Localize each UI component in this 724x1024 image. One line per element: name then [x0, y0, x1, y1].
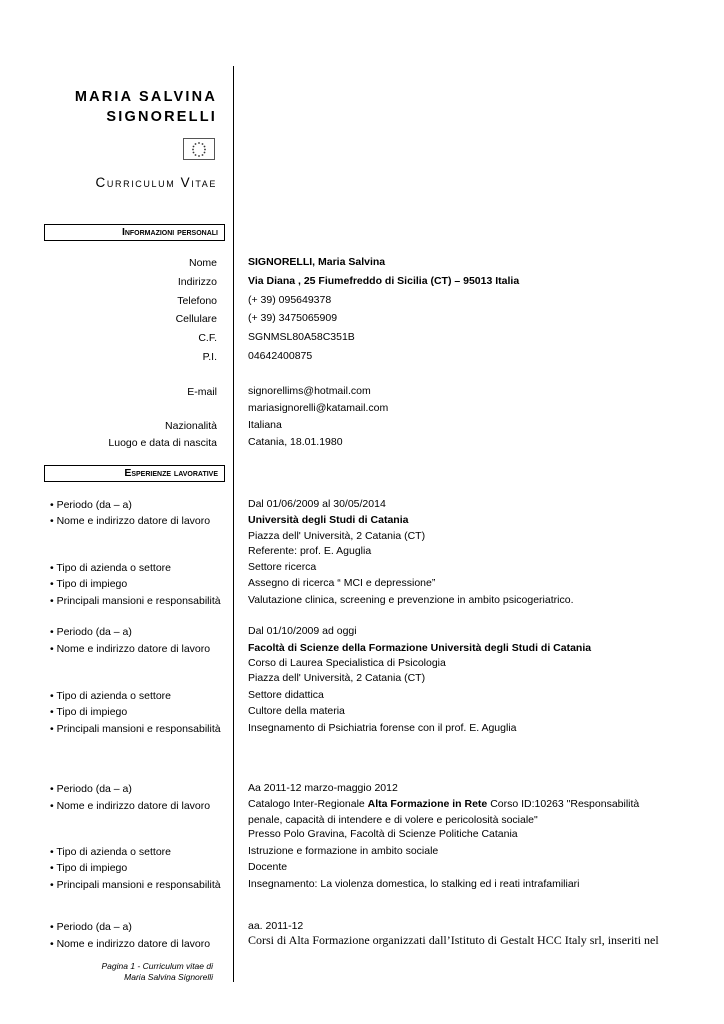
label-pi: P.I.	[202, 351, 217, 363]
job2-label-datore: • Nome e indirizzo datore di lavoro	[50, 643, 211, 655]
value-nome: SIGNORELLI, Maria Salvina	[248, 256, 386, 268]
job3-label-mansioni: • Principali mansioni e responsabilità	[50, 879, 221, 891]
job2-label-tipo-azienda: • Tipo di azienda o settore	[50, 690, 172, 702]
cv-title: Curriculum Vitae	[95, 175, 217, 190]
job4-datore: Corsi di Alta Formazione organizzati dall’Istituto di Gestalt HCC Italy srl, inseriti nel	[248, 933, 659, 947]
job1-label-mansioni: • Principali mansioni e responsabilità	[50, 595, 221, 607]
job4-label-datore: • Nome e indirizzo datore di lavoro	[50, 938, 211, 950]
label-indirizzo: Indirizzo	[177, 276, 217, 288]
job3-datore-post: Corso ID:10263 "Responsabilità penale, capacità di intendere e di volere e pericolosità sociale"	[248, 798, 640, 826]
section-header-personal: Informazioni personali	[44, 224, 225, 241]
job1-datore: Università degli Studi di Catania	[248, 514, 409, 526]
label-email: E-mail	[187, 386, 217, 398]
job1-tipo-azienda: Settore ricerca	[248, 561, 317, 573]
job3-label-periodo: • Periodo (da – a)	[50, 783, 132, 795]
job1-label-tipo-azienda: • Tipo di azienda o settore	[50, 562, 172, 574]
job3-datore-bold: Alta Formazione in Rete	[367, 798, 488, 810]
job1-label-periodo: • Periodo (da – a)	[50, 499, 132, 511]
job1-periodo: Dal 01/06/2009 al 30/05/2014	[248, 498, 386, 510]
name-line-2: SIGNORELLI	[106, 109, 217, 125]
vertical-divider	[233, 66, 234, 982]
name-line-1: MARIA SALVINA	[74, 89, 217, 105]
value-email-1: signorellims@hotmail.com	[248, 385, 371, 397]
value-indirizzo: Via Diana , 25 Fiumefreddo di Sicilia (CT) – 95013 Italia	[248, 275, 520, 287]
label-nascita: Luogo e data di nascita	[108, 437, 217, 449]
job2-label-tipo-impiego: • Tipo di impiego	[50, 706, 128, 718]
job3-periodo: Aa 2011-12 marzo-maggio 2012	[248, 782, 398, 794]
job4-label-periodo: • Periodo (da – a)	[50, 921, 132, 933]
section-header-work: Esperienze lavorative	[44, 465, 225, 482]
job1-mansioni: Valutazione clinica, screening e prevenzione in ambito psicogeriatrico.	[248, 594, 574, 606]
job3-tipo-azienda: Istruzione e formazione in ambito sociale	[248, 845, 439, 857]
job1-datore-line1: Piazza dell' Università, 2 Catania (CT)	[248, 530, 426, 542]
footer-line-2: Maria Salvina Signorelli	[124, 972, 213, 982]
job3-tipo-impiego: Docente	[248, 861, 288, 873]
job2-tipo-impiego: Cultore della materia	[248, 705, 345, 717]
job2-label-periodo: • Periodo (da – a)	[50, 626, 132, 638]
page-footer	[102, 961, 214, 983]
value-nazionalita: Italiana	[248, 419, 282, 431]
job2-mansioni: Insegnamento di Psichiatria forense con il prof. E. Aguglia	[248, 722, 517, 734]
job3-label-tipo-azienda: • Tipo di azienda o settore	[50, 846, 172, 858]
value-nascita: Catania, 18.01.1980	[248, 436, 343, 448]
value-telefono: (+ 39) 095649378	[248, 294, 332, 306]
job3-mansioni: Insegnamento: La violenza domestica, lo stalking ed i reati intrafamiliari	[248, 878, 580, 890]
job1-label-tipo-impiego: • Tipo di impiego	[50, 578, 128, 590]
job3-datore-pre: Catalogo Inter-Regionale	[248, 798, 368, 810]
job2-datore-line2: Piazza dell' Università, 2 Catania (CT)	[248, 672, 426, 684]
job3-label-datore: • Nome e indirizzo datore di lavoro	[50, 800, 211, 812]
eu-flag-icon	[183, 138, 215, 160]
job3-datore-line1: Presso Polo Gravina, Facoltà di Scienze Politiche Catania	[248, 828, 518, 840]
job2-datore: Facoltà di Scienze della Formazione Università degli Studi di Catania	[248, 642, 592, 654]
job2-tipo-azienda: Settore didattica	[248, 689, 324, 701]
job1-tipo-impiego: Assegno di ricerca “ MCI e depressione”	[248, 577, 436, 589]
value-email-2: mariasignorelli@katamail.com	[248, 402, 389, 414]
job2-label-mansioni: • Principali mansioni e responsabilità	[50, 723, 221, 735]
job3-datore	[248, 797, 676, 828]
value-cf: SGNMSL80A58C351B	[248, 331, 355, 343]
value-pi: 04642400875	[248, 350, 313, 362]
label-nome: Nome	[188, 257, 217, 269]
job2-datore-line1: Corso di Laurea Specialistica di Psicologia	[248, 657, 446, 669]
job2-periodo: Dal 01/10/2009 ad oggi	[248, 625, 357, 637]
label-nazionalita: Nazionalità	[165, 420, 217, 432]
value-cellulare: (+ 39) 3475065909	[248, 312, 338, 324]
footer-line-1: Pagina 1 - Curriculum vitae di	[101, 961, 213, 971]
label-cellulare: Cellulare	[175, 313, 217, 325]
job3-label-tipo-impiego: • Tipo di impiego	[50, 862, 128, 874]
job1-label-datore: • Nome e indirizzo datore di lavoro	[50, 515, 211, 527]
job1-datore-line2: Referente: prof. E. Aguglia	[248, 545, 372, 557]
label-telefono: Telefono	[177, 295, 217, 307]
job4-periodo: aa. 2011-12	[248, 920, 304, 932]
label-cf: C.F.	[198, 332, 217, 344]
